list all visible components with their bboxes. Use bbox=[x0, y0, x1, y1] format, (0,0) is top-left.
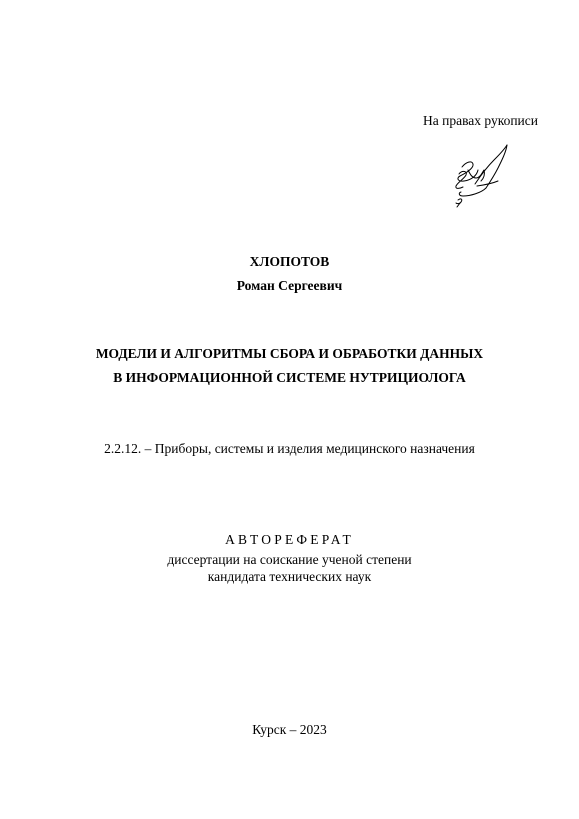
rights-note: На правах рукописи bbox=[422, 113, 538, 128]
city-year: Курск – 2023 bbox=[252, 722, 327, 737]
document-subtitle-line-2: кандидата технических наук bbox=[207, 569, 372, 584]
handwritten-signature bbox=[446, 140, 512, 210]
dissertation-title-line-2: В ИНФОРМАЦИОННОЙ СИСТЕМЕ НУТРИЦИОЛОГА bbox=[113, 370, 466, 385]
specialty-code: 2.2.12. – Приборы, системы и изделия медицинского назначения bbox=[104, 441, 475, 456]
author-surname: ХЛОПОТОВ bbox=[249, 254, 330, 269]
dissertation-title-line-1: МОДЕЛИ И АЛГОРИТМЫ СБОРА И ОБРАБОТКИ ДАННЫХ bbox=[95, 346, 484, 361]
document-type: АВТОРЕФЕРАТ bbox=[225, 532, 354, 547]
document-subtitle-line-1: диссертации на соискание ученой степени bbox=[167, 552, 412, 567]
author-given-names: Роман Сергеевич bbox=[236, 278, 343, 293]
